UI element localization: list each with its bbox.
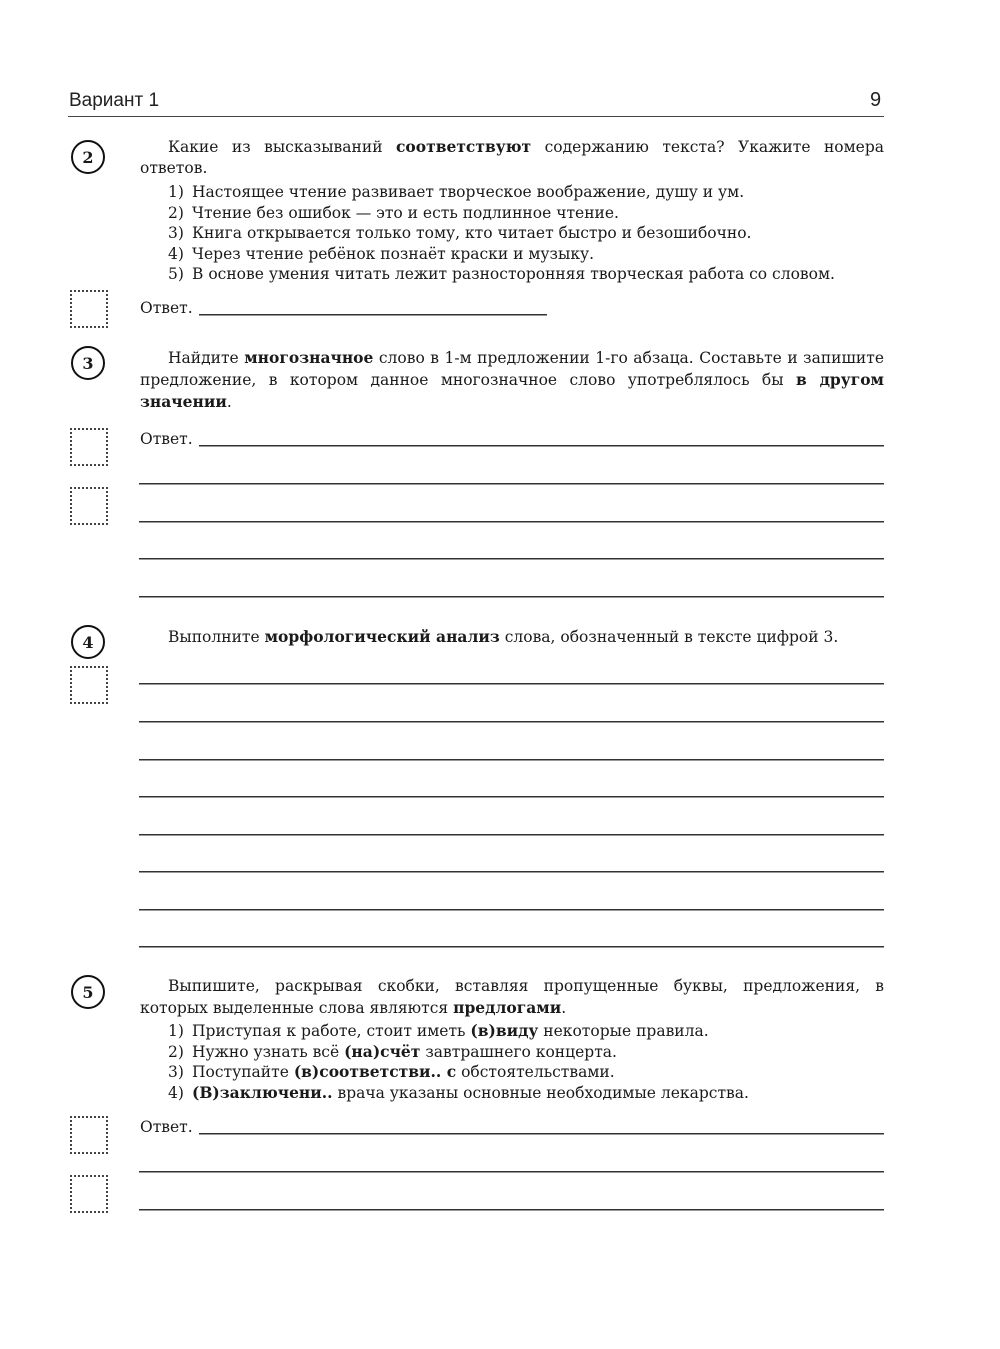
text-run: Приступая к работе, стоит иметь (192, 1022, 471, 1040)
task-number: 3 (82, 353, 94, 373)
emphasized-text: соответствуют (395, 137, 532, 156)
option-item (168, 1083, 884, 1104)
text-run: Чтение без ошибок — это и есть подлинное чтение. (192, 203, 619, 222)
page-number: 9 (870, 89, 882, 111)
option-item (168, 182, 884, 203)
option-number: 2) (168, 203, 184, 222)
option-item (168, 264, 884, 285)
answer-line[interactable] (139, 759, 884, 761)
text-run: Выпишите, раскрывая скобки, вставляя пропущенные буквы, предложения, в которых выделенные слова являются (140, 977, 884, 1017)
header-variant-title: Вариант 1 (69, 90, 160, 111)
text-run: В основе умения читать лежит разносторонняя творческая работа со словом. (192, 265, 835, 283)
answer-label: Ответ. (140, 299, 193, 317)
answer-line[interactable] (199, 445, 884, 447)
score-box[interactable] (70, 428, 108, 466)
task-number: 5 (82, 982, 94, 1002)
text-run: Выполните (168, 628, 265, 646)
answer-line[interactable] (199, 1133, 884, 1135)
option-item (168, 1021, 884, 1042)
text-run: Через чтение ребёнок познаёт краски и музыку. (192, 244, 595, 263)
task-number: 2 (82, 147, 94, 167)
answer-label: Ответ. (140, 1118, 193, 1136)
answer-line[interactable] (139, 521, 884, 523)
emphasized-text: (в)виду (470, 1021, 539, 1040)
option-number: 3) (168, 1063, 184, 1081)
emphasized-text: многозначное (244, 348, 374, 367)
option-number: 5) (168, 265, 184, 283)
emphasized-text: морфологический анализ (264, 627, 500, 646)
text-run: Нужно узнать всё (192, 1042, 345, 1061)
option-item (168, 1042, 884, 1063)
score-box[interactable] (70, 487, 108, 525)
text-run: Какие из высказываний (168, 138, 396, 156)
option-item (168, 223, 884, 244)
text-run: . (226, 393, 232, 411)
option-number: 1) (168, 1022, 184, 1040)
answer-line[interactable] (139, 721, 884, 723)
option-number: 2) (168, 1042, 184, 1061)
emphasized-text: (на)счёт (344, 1041, 421, 1061)
text-run: некоторые правила. (538, 1022, 709, 1040)
task-options (168, 1021, 884, 1103)
text-run: Найдите (168, 349, 245, 367)
text-run: обстоятельствами. (456, 1063, 615, 1081)
task-number: 4 (82, 632, 94, 652)
emphasized-text: (в)соответстви.. с (293, 1062, 457, 1081)
answer-line[interactable] (139, 1171, 884, 1173)
emphasized-text: (В)заключени.. (192, 1082, 333, 1102)
text-run: Настоящее чтение развивает творческое воображение, душу и ум. (192, 183, 745, 201)
task-number-badge (71, 625, 105, 659)
task-prompt (140, 347, 884, 413)
text-run: Книга открывается только тому, кто читает быстро и безошибочно. (192, 224, 752, 242)
answer-line[interactable] (199, 314, 547, 316)
emphasized-text: в другом значении (140, 370, 884, 411)
option-item (168, 203, 884, 224)
header-divider (68, 116, 884, 117)
answer-line[interactable] (139, 946, 884, 948)
answer-line[interactable] (139, 909, 884, 911)
text-run: содержанию текста? Укажите номера ответов. (140, 138, 884, 177)
answer-line[interactable] (139, 796, 884, 798)
text-run: врача указаны основные необходимые лекарства. (332, 1083, 749, 1102)
text-run: . (561, 999, 567, 1017)
option-number: 4) (168, 1083, 184, 1102)
task-options (168, 182, 884, 285)
score-box[interactable] (70, 666, 108, 704)
score-box[interactable] (70, 1175, 108, 1213)
task-number-badge (71, 975, 105, 1009)
option-number: 3) (168, 224, 184, 242)
task-prompt (140, 136, 884, 179)
text-run: завтрашнего концерта. (420, 1042, 617, 1061)
answer-line[interactable] (139, 558, 884, 560)
answer-line[interactable] (139, 871, 884, 873)
option-number: 1) (168, 183, 184, 201)
task-prompt (140, 976, 884, 1019)
answer-line[interactable] (139, 483, 884, 485)
answer-line[interactable] (139, 683, 884, 685)
task-number-badge (71, 346, 105, 380)
task-number-badge (71, 140, 105, 174)
score-box[interactable] (70, 1116, 108, 1154)
text-run: Поступайте (192, 1063, 294, 1081)
answer-line[interactable] (139, 834, 884, 836)
option-item (168, 244, 884, 265)
emphasized-text: предлогами (453, 998, 562, 1017)
answer-label: Ответ. (140, 430, 193, 448)
task-prompt (140, 626, 884, 648)
option-item (168, 1062, 884, 1083)
text-run: слова, обозначенный в тексте цифрой 3. (499, 628, 839, 646)
answer-line[interactable] (139, 1209, 884, 1211)
answer-line[interactable] (139, 596, 884, 598)
option-number: 4) (168, 244, 184, 263)
score-box[interactable] (70, 290, 108, 328)
text-run: слово в 1-м предложении 1-го абзаца. Составьте и запишите предложение, в котором данное многозначное слово употреблялось бы (140, 349, 884, 389)
